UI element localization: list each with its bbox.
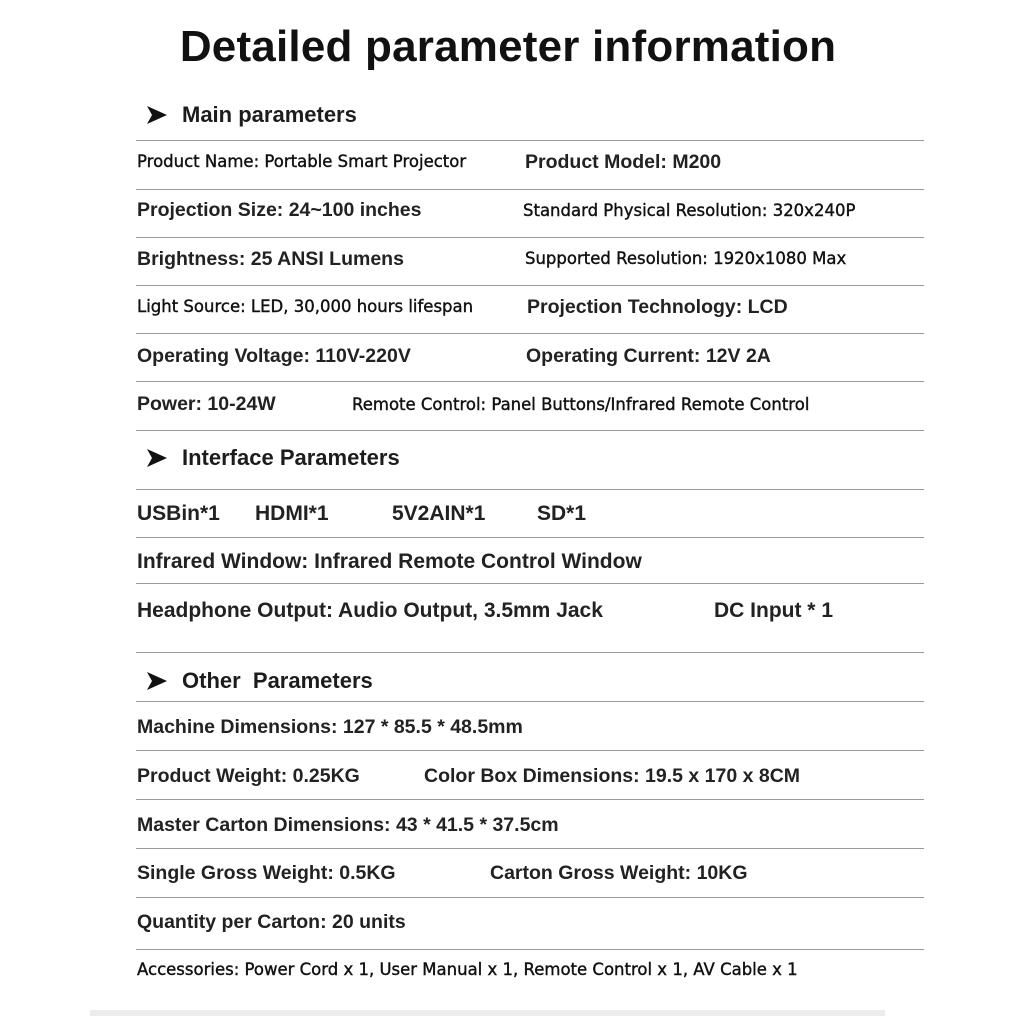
divider (136, 701, 924, 702)
section-main-heading (146, 102, 357, 128)
divider (136, 237, 924, 238)
machine-dimensions: Machine Dimensions: 127 * 85.5 * 48.5mm (137, 716, 523, 738)
supported-resolution: Supported Resolution: 1920x1080 Max (525, 249, 847, 268)
single-gross-weight: Single Gross Weight: 0.5KG (137, 862, 396, 884)
master-carton-dimensions: Master Carton Dimensions: 43 * 41.5 * 37.5cm (137, 814, 559, 836)
product-name: Product Name: Portable Smart Projector (137, 152, 467, 171)
divider (136, 381, 924, 382)
operating-voltage: Operating Voltage: 110V-220V (137, 345, 411, 367)
divider (136, 949, 924, 950)
divider (136, 537, 924, 538)
usb-port: USBin*1 (137, 502, 220, 525)
dc-5v-port: 5V2AIN*1 (392, 502, 486, 525)
infrared-window: Infrared Window: Infrared Remote Control Window (137, 550, 642, 573)
arrow-right-icon (146, 448, 168, 468)
divider (136, 583, 924, 584)
divider (136, 430, 924, 431)
headphone-output: Headphone Output: Audio Output, 3.5mm Jack (137, 599, 603, 622)
projection-size: Projection Size: 24~100 inches (137, 199, 422, 221)
section-interface-heading (146, 445, 400, 471)
power: Power: 10-24W (137, 393, 276, 415)
accessories: Accessories: Power Cord x 1, User Manual x 1, Remote Control x 1, AV Cable x 1 (137, 960, 798, 979)
quantity-per-carton: Quantity per Carton: 20 units (137, 911, 406, 933)
divider (136, 285, 924, 286)
color-box-dimensions: Color Box Dimensions: 19.5 x 170 x 8CM (424, 765, 801, 787)
brightness: Brightness: 25 ANSI Lumens (137, 248, 404, 270)
arrow-right-icon (146, 105, 168, 125)
section-main-label: Main parameters (182, 102, 357, 127)
sd-slot: SD*1 (537, 502, 587, 525)
section-other-heading (146, 668, 373, 694)
divider (136, 799, 924, 800)
hdmi-port: HDMI*1 (255, 502, 329, 525)
divider (136, 489, 924, 490)
divider (136, 189, 924, 190)
physical-resolution: Standard Physical Resolution: 320x240P (523, 201, 856, 220)
divider (136, 333, 924, 334)
operating-current: Operating Current: 12V 2A (526, 345, 771, 367)
product-weight: Product Weight: 0.25KG (137, 765, 360, 787)
carton-gross-weight: Carton Gross Weight: 10KG (490, 862, 748, 884)
section-other-label: Other Parameters (182, 668, 373, 693)
page-title: Detailed parameter information (179, 22, 837, 71)
divider (136, 652, 924, 653)
divider (136, 897, 924, 898)
divider (136, 750, 924, 751)
bottom-shadow-bar (90, 1010, 885, 1016)
dc-input: DC Input * 1 (714, 599, 833, 622)
light-source: Light Source: LED, 30,000 hours lifespan (137, 297, 474, 316)
projection-technology: Projection Technology: LCD (527, 296, 788, 318)
product-model: Product Model: M200 (525, 151, 722, 173)
divider (136, 848, 924, 849)
arrow-right-icon (146, 671, 168, 691)
divider (136, 140, 924, 141)
remote-control: Remote Control: Panel Buttons/Infrared Remote Control (352, 395, 810, 414)
section-interface-label: Interface Parameters (182, 445, 400, 470)
